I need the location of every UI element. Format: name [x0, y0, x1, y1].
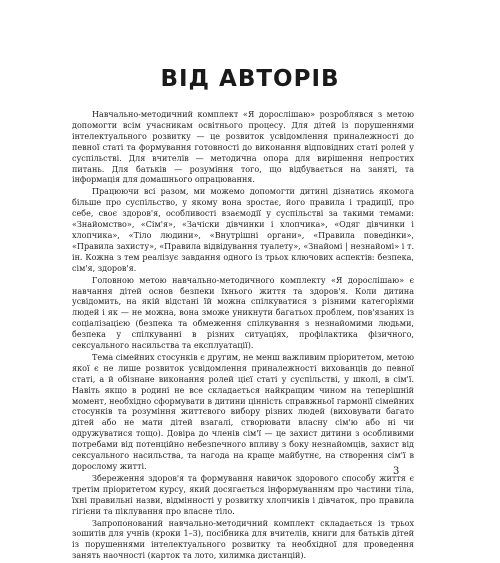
paragraph-health: Збереження здоров'я та формування навичок здорового способу життя є третім пріоритетом курсу, який досягається інформуванням про частини тіла, їхні правильні назви, відмінності у розвитку хлопчиків і дівчаток, про правила гігієни та піклування про власне тіло. — [72, 473, 414, 516]
page-title: ВІД АВТОРІВ — [160, 66, 340, 92]
paragraph-topics: Працюючи всі разом, ми можемо допомогти дитині дізнатись якомога більше про суспільство, у якому вона зростає, його правила і традиції, про себе, своє здоров'я, особливості взаємодії у суспільстві за такими темами: «Знайомство», «Сім'я», «Зачіски дівчинки і хлопчика», «Одяг дівчинки і хлопчика», «Тіло людини», «Внутрішні органи», «Правила поведінки», «Правила захисту», «Правила відвідування туалету», «Знайомі | незнайомі» і т. ін. Кожна з тем реалізує завдання одного із трьох ключових аспектів: безпека, сім'я, здоров'я. — [72, 187, 414, 273]
paragraph-kit-contents: Запропонований навчально-методичний комплект складається із трьох зошитів для учнів (кроки 1–3), посібника для вчителів, книги для батьків дітей із порушеннями інтелектуального розвитку та необхідної для проведення занять наочності (карток та лото, хилимка дистанцій). — [72, 518, 414, 561]
paragraph-intro: Навчально-методичний комплект «Я дорослішаю» розроблявся з метою допомогти всім учасникам освітнього процесу. Для дітей із порушеннями інтелектуального розвитку — це розвиток усвідомлення приналежності до певної статі та формування готовності до виконання відповідних статі ролей у суспільстві. Для вчителів — методична опора для вирішення непростих питань. Для батьків — розуміння того, що відбувається на заняті, та інформація для домашнього опрацювання. — [72, 110, 414, 185]
paragraph-family: Тема сімейних стосунків є другим, не менш важливим пріоритетом, метою якої є не лише розвиток усвідомлення приналежності вихованців до певної статі, а й обізнане виконання ролей цієї статі у суспільстві, у школі, в сім'ї. Навіть якщо в родині не все складається найкращим чином на теперішній момент, необхідно сформувати в дитини цінність справжньої гармонії сімейних стосунків та розуміння життєвого вибору різних людей (виховувати багато дітей або не мати дітей взагалі, створювати власну сім'ю або ні чи одружуватися тощо). Довіра до членів сім'ї — це захист дитини з особливими потребами від потенційно небезпечного впливу з боку незнайомців, захист від сексуального насильства, та нагода на краще майбутнє, на створення сім'ї в дорослому житті. — [72, 352, 414, 471]
page-number: 3 — [393, 466, 400, 477]
body-text — [72, 110, 414, 563]
paragraph-safety: Головною метою навчально-методичного комплекту «Я дорослішаю» є навчання дітей основ безпеки їхнього життя та здоров'я. Коли дитина усвідомить, на якій відстані їй можна спілкуватися з різними категоріями людей і як — не можна, вона зможе уникнути багатьох проблем, пов'язаних із соціалізацією (безпека та обмеження спілкування з незнайомими людьми, безпека у спілкуванні в різних ситуаціях, профілактика фізичного, сексуального насильства та експлуатації). — [72, 275, 414, 351]
